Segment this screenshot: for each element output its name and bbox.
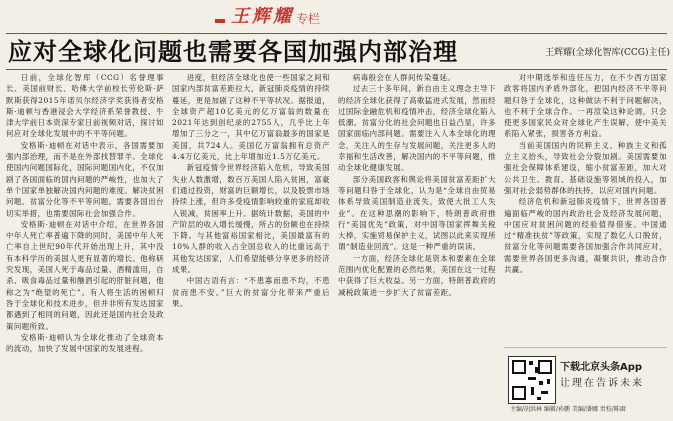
paragraph: 一方面，经济全球化是资本和要素在全球范围内优化配置的必然结果，美国在这一过程中获得了巨大收益。另一方面，特朗普政府的减税政策进一步扩大了贫富差距。 [338, 253, 496, 297]
ad-title: 下载北京头条App [560, 362, 643, 373]
column-tag [215, 3, 320, 29]
paragraph: 当前美国国内的民粹主义、种族主义和孤立主义抬头，导致社会分裂加剧。美国需要加强社会保障体系建设，缩小贫富差距，加大对公共卫生、教育、基础设施等领域的投入，加强对社会弱势群体的扶持，以应对国内问题。 [504, 140, 667, 195]
columnist-name: 王辉耀 [231, 6, 294, 27]
column-label: 专栏 [296, 12, 321, 26]
article-column-3 [338, 72, 496, 415]
article-column-4 [504, 72, 667, 344]
paragraph: 部分美国政客和舆论将美国贫富差距扩大等问题归咎于全球化，认为是“全球自由贸易体系导致美国制造业流失，致使大批工人失业”。在这种思潮的影响下，特朗普政府推行“美国优先”政策，对中国等国家挥舞关税大棒，实施贸易保护主义，试图以此来实现所谓“制造业回流”。这是一种严重的误读。 [338, 174, 496, 252]
article-column-1 [6, 72, 164, 415]
column-tag-bar [215, 19, 225, 23]
qr-code-icon[interactable] [508, 356, 556, 404]
paragraph: 日前，全球化智库（CCG）名誉理事长、美国前财长、哈佛大学前校长劳伦斯·萨默斯获得2015年诺贝尔经济学奖获得者安格斯·迪顿与香港浸会大学经济系荣誉教授、牛津大学前日本资深专家日前视频对话，探讨如何应对全球化发展中的不平等问题。 [6, 73, 164, 139]
ad-slogan: 让理在告诉未来 [560, 378, 644, 389]
paragraph: 安格斯·迪顿在对话中介绍，在世界各国中年人死亡率普遍下降的同时，美国中年人死亡率自上世纪90年代开始出现上升，其中没有本科学历的美国人更有显著的增长。他称研究发现，美国人死于毒品过量、酒精滥用，自杀、吸食毒品过量和酗酒引起的肝脏问题，他称之为“绝望的死亡”。有人将生活的困顿归咎于全球化和技术进步，但并非所有发达国家都遇到了相同的问题，因此还是国内社会及政策问题所致。 [6, 219, 164, 331]
paragraph: 经济危机和新冠肺炎疫情下，世界各国普遍面临严峻的国内政治社会及经济发展问题，中国应对贫困问题的经验值得借鉴。中国通过“精准扶贫”等政策，实现了数亿人口脱贫，贫富分化等问题需要各国加强合作共同应对，需要世界各国更多沟通，凝聚共识，推动合作共赢。 [504, 197, 667, 275]
article-column-2 [172, 72, 330, 415]
paragraph: 进度，但经济全球化也使一些国家之间和国家内部贫富差距拉大，新冠肺炎疫情的持续蔓延，更是加剧了这种不平等状况。据报道，全球资产超10亿美元的亿万富翁的数量在2021年达到创纪录的2755人，几乎比上年增加了三分之一，其中亿万富翁最多的国家是美国，共724人。美国亿万富翁拥有总资产4.4万亿美元，比上年增加近1.5万亿美元。 [172, 73, 330, 162]
paragraph: 安格斯·迪顿在对话中表示，各国需要加强内部治理，而不是在外部找替罪羊。全球化使国内问题国际化，国际问题国内化，不仅加剧了各国面临的国内问题的严峻性，也加大了单个国家单独解决国内问题的难度。解决贫困问题、贫富分化等不平等问题，需要各国出台切实举措，也需要国际社会加强合作。 [6, 140, 164, 218]
article-body [6, 72, 667, 415]
paragraph: 过去三十多年间，新自由主义理念主导下的经济全球化获得了高歌猛进式发展，然而经过国际金融危机和疫情冲击，经济全球化陷入低潮。贫富分化的社会问题也日益凸显，许多国家面临内部问题。需要注入人本全球化的理念，关注人的生存与发展问题，关注更多人的幸福和生活改善，解决国内的不平等问题，推动全球化健康发展。 [338, 84, 496, 173]
headline: 应对全球化问题也需要各国加强内部治理 [8, 38, 458, 66]
paragraph: 病毒般会在人群间传染蔓延。 [352, 73, 456, 82]
headline-rule [6, 69, 667, 70]
paragraph: 安格斯·迪顿认为全球化推动了全球资本的流动，加快了发展中国家的发展进程。 [6, 332, 164, 354]
byline: 王辉耀(全球化智库(CCG)主任) [545, 48, 671, 58]
paragraph: 新冠疫情令世界经济陷入危机，导致美国失业人数激增，数百万美国人陷入贫困，富豪们通过投资，财富的巨额增长，以及股票市场持续上涨，但许多受疫情影响较重的家庭却收入锐减，贫困率上升。据统计数据，美国的中产阶层的收入增长缓慢，所占的份额也在持续下降。与其他富裕国家相比，美国最富有的10%人群的收入占全国总收入的比重远高于其他发达国家，人们希望能够分享更多的经济成果。 [172, 163, 330, 275]
top-rule [6, 33, 667, 34]
editorial-credits: 主编/胡洪林 编辑/孙鹏 美编/潘娜 责校/陈赓 [510, 406, 626, 413]
paragraph: 对中期选举和连任压力，在不少西方国家政客将国内矛盾外部化，把国内经济不平等问题归咎于全球化，这种做法不利于问题解决，也不利于全球合作。一再渲染这种论调，只会使更多国家民众对全球化产生误解，使中美关系陷入紧张，损害各方利益。 [504, 73, 667, 139]
paragraph: 中国古语有言：“不患寡而患不均，不患贫而患不安。”巨大的贫富分化带来严重后果。 [172, 276, 330, 308]
